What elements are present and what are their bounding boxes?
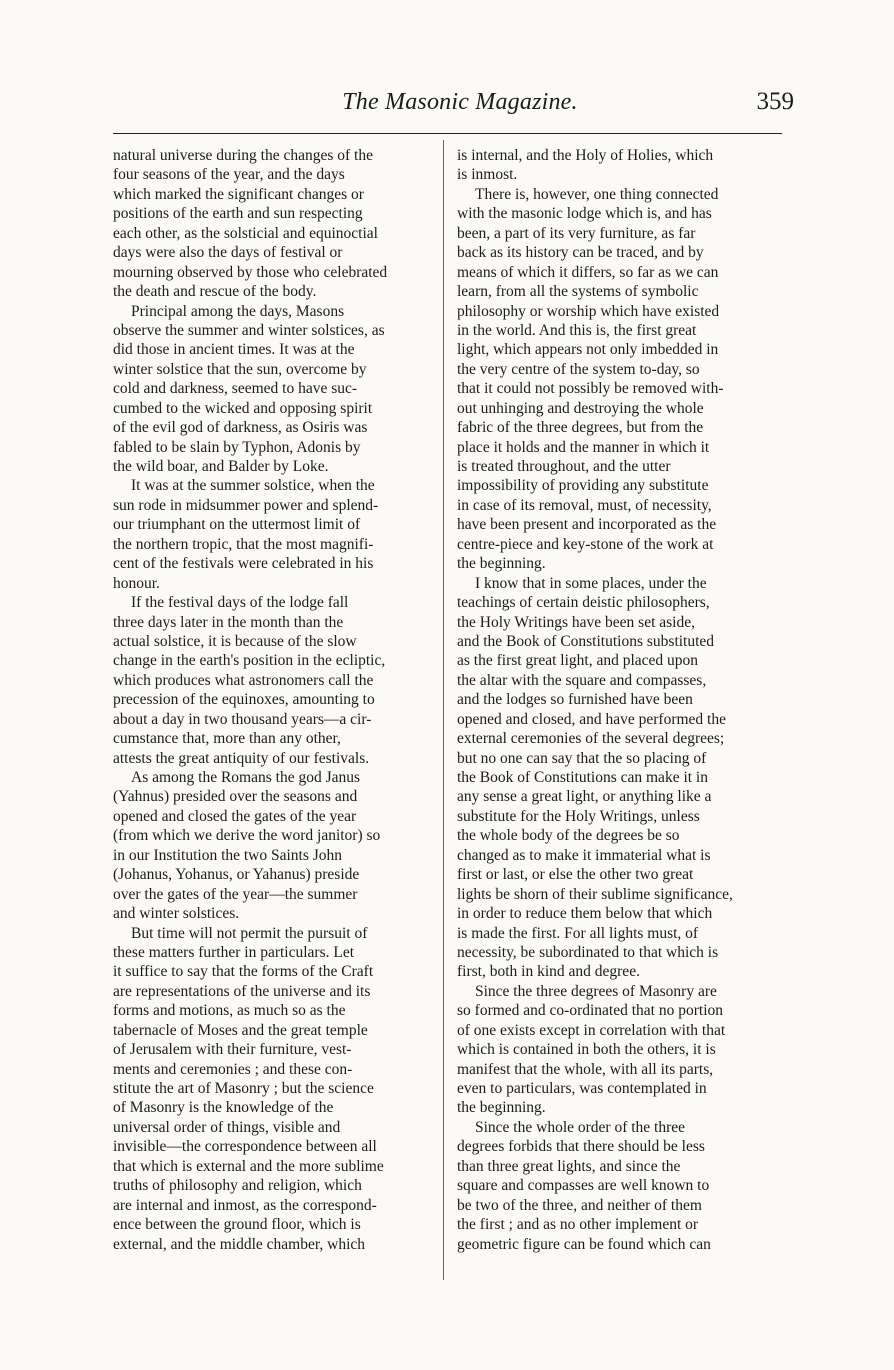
left-column-line: about a day in two thousand years—a cir-	[113, 710, 372, 728]
right-column-line: even to particulars, was contemplated in	[457, 1080, 707, 1097]
right-column-line: teachings of certain deistic philosophers,	[457, 594, 710, 612]
left-column-line: external, and the middle chamber, which	[113, 1235, 366, 1253]
right-column-line: philosophy or worship which have existed	[457, 302, 720, 320]
right-column-line: first, both in kind and degree.	[457, 963, 640, 981]
right-column-line: centre-piece and key-stone of the work at	[457, 535, 714, 553]
left-column-line: mourning observed by those who celebrated	[113, 263, 388, 281]
left-column-line: actual solstice, it is because of the slow	[113, 632, 357, 650]
left-column-line: (from which we derive the word janitor) so	[113, 827, 381, 845]
left-column-line: over the gates of the year—the summer	[113, 885, 358, 903]
left-column-line: the northern tropic, that the most magnifi-	[113, 535, 374, 553]
right-column-line: geometric figure can be found which can	[457, 1235, 711, 1253]
left-column-line: invisible—the correspondence between all	[113, 1138, 377, 1156]
left-column-line: did those in ancient times. It was at the	[113, 341, 355, 359]
right-column-line: light, which appears not only imbedded in	[457, 341, 719, 359]
header-rule	[113, 133, 782, 134]
left-column-line: honour.	[113, 574, 160, 592]
right-column-line: the Holy Writings have been set aside,	[457, 613, 695, 631]
left-column-line: It was at the summer solstice, when the	[131, 477, 375, 495]
page-number: 359	[756, 88, 794, 115]
left-column-line: ments and ceremonies ; and these con-	[113, 1060, 353, 1078]
left-column-line: forms and motions, as much so as the	[113, 1002, 346, 1020]
right-column-line: changed as to make it immaterial what is	[457, 846, 711, 864]
running-title: The Masonic Magazine.	[342, 89, 578, 115]
right-column-line: the altar with the square and compasses,	[457, 671, 707, 689]
right-column-line: is treated throughout, and the utter	[457, 458, 671, 475]
right-column-line: than three great lights, and since the	[457, 1157, 681, 1175]
left-column-line: four seasons of the year, and the days	[113, 166, 345, 184]
right-column-line: I know that in some places, under the	[475, 574, 707, 592]
right-column-line: have been present and incorporated as the	[457, 516, 717, 534]
right-column-line: with the masonic lodge which is, and has	[457, 205, 712, 223]
right-column-line: learn, from all the systems of symbolic	[457, 283, 699, 301]
right-column-line: manifest that the whole, with all its parts,	[457, 1060, 714, 1078]
right-column-line: is inmost.	[457, 166, 518, 184]
right-column-line: opened and closed, and have performed the	[457, 710, 726, 728]
left-column-line: positions of the earth and sun respecting	[113, 205, 363, 223]
left-column-line: three days later in the month than the	[113, 613, 344, 631]
right-column-line: square and compasses are well known to	[457, 1177, 710, 1195]
left-column-line: change in the earth's position in the ecliptic,	[113, 652, 386, 670]
left-column-line: opened and closed the gates of the year	[113, 807, 357, 825]
right-column-line: Since the whole order of the three	[475, 1118, 686, 1136]
running-head	[110, 86, 794, 122]
right-column-line: substitute for the Holy Writings, unless	[457, 807, 700, 825]
right-column-line: is made the first. For all lights must, of	[457, 924, 699, 942]
left-column-line: universal order of things, visible and	[113, 1118, 341, 1136]
left-column-line: cent of the festivals were celebrated in his	[113, 555, 374, 573]
right-column-line: lights be shorn of their sublime significance,	[457, 885, 733, 903]
left-column-line: natural universe during the changes of the	[113, 147, 373, 164]
left-column-line: stitute the art of Masonry ; but the science	[113, 1080, 374, 1097]
left-column-line: But time will not permit the pursuit of	[131, 924, 368, 942]
left-column-line: (Yahnus) presided over the seasons and	[113, 788, 358, 806]
left-column-line: our triumphant on the uttermost limit of	[113, 516, 361, 534]
left-column-line: If the festival days of the lodge fall	[131, 594, 349, 612]
left-column-line: observe the summer and winter solstices, as	[113, 321, 385, 339]
right-column-line: so formed and co-ordinated that no portion	[457, 1002, 724, 1020]
left-column-line: of the evil god of darkness, as Osiris was	[113, 419, 368, 437]
right-column-line: and the Book of Constitutions substituted	[457, 632, 715, 650]
right-column-line: the beginning.	[457, 1099, 546, 1117]
right-column-line: of one exists except in correlation with that	[457, 1021, 726, 1039]
right-column-line: as the first great light, and placed upon	[457, 652, 699, 670]
left-column-line: the wild boar, and Balder by Loke.	[113, 458, 329, 475]
right-column-line: the first ; and as no other implement or	[457, 1216, 699, 1234]
left-column-line: precession of the equinoxes, amounting to	[113, 691, 375, 709]
right-column-line: any sense a great light, or anything like a	[457, 788, 712, 806]
right-column-line: in order to reduce them below that which	[457, 905, 713, 923]
right-column-line: the whole body of the degrees be so	[457, 827, 680, 845]
right-column-line: necessity, be subordinated to that which is	[457, 943, 719, 961]
left-column-line: it suffice to say that the forms of the Craft	[113, 963, 374, 981]
right-column-line: been, a part of its very furniture, as far	[457, 224, 696, 242]
left-column-line: Principal among the days, Masons	[131, 302, 345, 320]
left-column-line: cumbed to the wicked and opposing spirit	[113, 399, 373, 417]
right-column-line: external ceremonies of the several degrees;	[457, 730, 725, 748]
left-column-line: are representations of the universe and its	[113, 982, 371, 1000]
right-column-line: in the world. And this is, the first great	[457, 321, 697, 339]
left-column	[113, 146, 433, 1254]
left-column-line: are internal and inmost, as the correspond-	[113, 1196, 377, 1214]
right-column-line: in case of its removal, must, of necessity,	[457, 496, 712, 514]
left-column-line: truths of philosophy and religion, which	[113, 1177, 362, 1195]
right-column-line: means of which it differs, so far as we can	[457, 263, 719, 281]
right-column-line: be two of the three, and neither of them	[457, 1196, 702, 1214]
left-column-line: As among the Romans the god Janus	[131, 769, 361, 786]
right-column-line: which is contained in both the others, it is	[457, 1041, 716, 1059]
right-column-line: but no one can say that the so placing of	[457, 749, 707, 767]
right-column	[457, 146, 777, 1254]
left-column-line: which marked the significant changes or	[113, 185, 364, 203]
left-column-line: sun rode in midsummer power and splend-	[113, 496, 379, 514]
right-column-line: Since the three degrees of Masonry are	[475, 982, 717, 1000]
left-column-line: of Masonry is the knowledge of the	[113, 1099, 334, 1117]
left-column-line: each other, as the solsticial and equinoctial	[113, 224, 378, 242]
right-column-line: fabric of the three degrees, but from the	[457, 419, 704, 437]
right-column-line: There is, however, one thing connected	[475, 185, 719, 203]
left-column-line: which produces what astronomers call the	[113, 671, 374, 689]
right-column-line: and the lodges so furnished have been	[457, 691, 693, 709]
right-column-line: degrees forbids that there should be less	[457, 1138, 705, 1156]
left-column-line: fabled to be slain by Typhon, Adonis by	[113, 438, 361, 456]
left-column-line: and winter solstices.	[113, 905, 240, 923]
right-column-line: back as its history can be traced, and by	[457, 244, 704, 262]
right-column-line: is internal, and the Holy of Holies, which	[457, 147, 714, 164]
left-column-line: that which is external and the more sublime	[113, 1157, 384, 1175]
right-column-line: that it could not possibly be removed with-	[457, 380, 724, 398]
right-column-line: the Book of Constitutions can make it in	[457, 769, 708, 786]
left-column-line: the death and rescue of the body.	[113, 283, 317, 301]
right-column-line: the beginning.	[457, 555, 546, 573]
left-column-line: (Johanus, Yohanus, or Yahanus) preside	[113, 866, 360, 884]
left-column-line: ence between the ground floor, which is	[113, 1216, 361, 1234]
left-column-line: cold and darkness, seemed to have suc-	[113, 380, 358, 398]
left-column-line: days were also the days of festival or	[113, 244, 343, 262]
right-column-line: impossibility of providing any substitute	[457, 477, 709, 495]
right-column-line: place it holds and the manner in which it	[457, 438, 710, 456]
left-column-line: cumstance that, more than any other,	[113, 730, 341, 748]
left-column-line: in our Institution the two Saints John	[113, 846, 343, 864]
column-rule	[443, 140, 444, 1280]
right-column-line: out unhinging and destroying the whole	[457, 399, 704, 417]
left-column-line: these matters further in particulars. Let	[113, 943, 355, 961]
left-column-line: tabernacle of Moses and the great temple	[113, 1021, 368, 1039]
right-column-line: first or last, or else the other two great	[457, 866, 694, 884]
left-column-line: winter solstice that the sun, overcome by	[113, 360, 367, 378]
left-column-line: of Jerusalem with their furniture, vest-	[113, 1041, 352, 1059]
right-column-line: the very centre of the system to-day, so	[457, 360, 700, 378]
left-column-line: attests the great antiquity of our festivals.	[113, 749, 370, 767]
